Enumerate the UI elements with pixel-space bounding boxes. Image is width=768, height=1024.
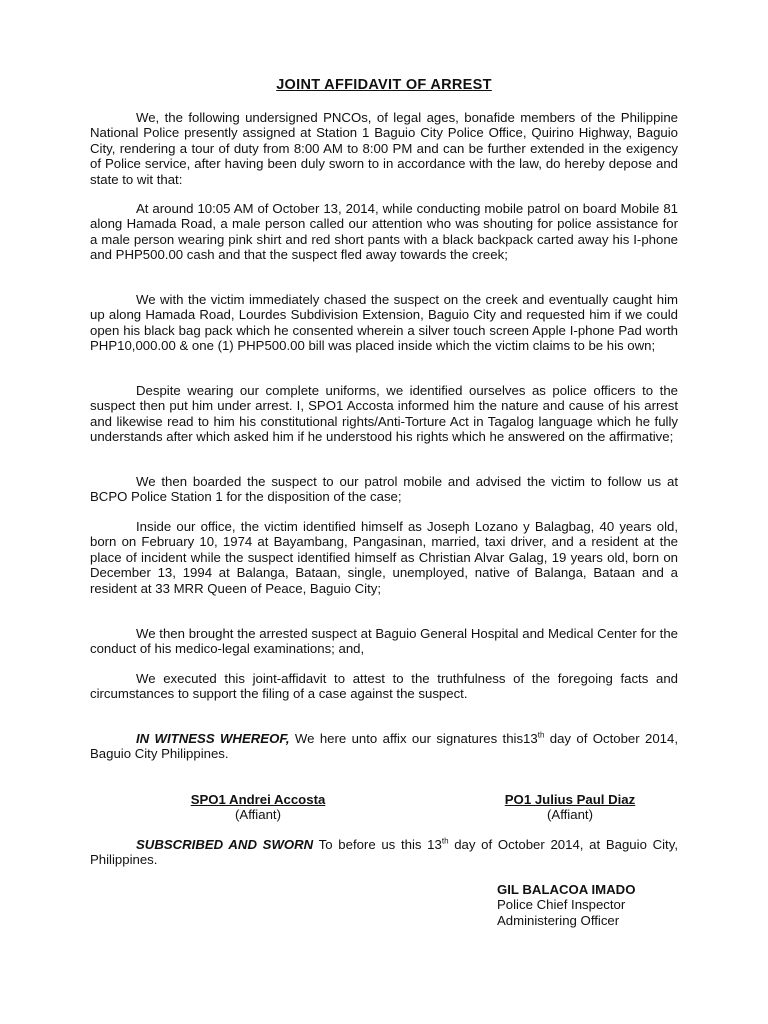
affiant-signature-2 — [470, 792, 670, 823]
affiant-role: (Affiant) — [547, 807, 593, 823]
subscribed-clause — [90, 837, 678, 868]
affiant-name: SPO1 Andrei Accosta — [190, 792, 326, 807]
subscribed-superscript: th — [441, 836, 449, 846]
paragraph-5: We then boarded the suspect to our patrol mobile and advised the victim to follow us at BCPO Police Station 1 for the disposition of the case; — [90, 474, 678, 505]
witness-text-after: day of October 2014, Baguio City Philippines. — [90, 731, 678, 762]
paragraph-3: We with the victim immediately chased the suspect on the creek and eventually caught him up along Hamada Road, Lourdes Subdivision Extension, Baguio City and requested him if we could open his black bag pack which he consented wherein a silver touch screen Apple I-phone Pad worth PHP10,000.00 & one (1) PHP500.00 bill was placed inside which the victim claims to be his own; — [90, 292, 678, 354]
subscribed-text-before: To before us this 13 — [313, 837, 442, 852]
witness-text-before: We here unto affix our signatures this13 — [289, 731, 538, 746]
paragraph-6: Inside our office, the victim identified himself as Joseph Lozano y Balagbag, 40 years old, born on February 10, 1974 at Bayambang, Pangasinan, married, taxi driver, and a resident at the place of incident while the suspect identified himself as Christian Alvar Galag, 19 years old, born on December 13, 1994 at Balanga, Bataan, single, unemployed, native of Balanga, Bataan and a resident at 33 MRR Queen of Peace, Baguio City; — [90, 519, 678, 596]
administering-officer-block — [497, 882, 635, 928]
paragraph-4: Despite wearing our complete uniforms, we identified ourselves as police officers to the suspect then put him under arrest. I, SPO1 Accosta informed him the nature and cause of his arrest and likewise read to him his constitutional rights/Anti-Torture Act in Tagalog language which he fully understands after which asked him if he understood his rights which he answered on the affirmative; — [90, 383, 678, 445]
subscribed-lead: SUBSCRIBED AND SWORN — [136, 837, 314, 852]
paragraph-1: We, the following undersigned PNCOs, of legal ages, bonafide members of the Philippine National Police presently assigned at Station 1 Baguio City Police Office, Quirino Highway, Baguio City, rendering a tour of duty from 8:00 AM to 8:00 PM and can be further extended in the exigency of Police service, after having been duly sworn to in accordance with the law, do hereby depose and state to wit that: — [90, 110, 678, 187]
affiant-role: (Affiant) — [235, 807, 281, 823]
officer-rank: Police Chief Inspector — [497, 897, 626, 913]
officer-name: GIL BALACOA IMADO — [497, 882, 636, 897]
paragraph-7: We then brought the arrested suspect at Baguio General Hospital and Medical Center for the conduct of his medico-legal examinations; and, — [90, 626, 678, 657]
paragraph-2: At around 10:05 AM of October 13, 2014, while conducting mobile patrol on board Mobile 81 along Hamada Road, a male person called our attention who was shouting for police assistance for a male person wearing pink shirt and red short pants with a black backpack carted away his I-phone and PHP500.00 cash and that the suspect fled away towards the creek; — [90, 201, 678, 263]
affiant-signature-1 — [158, 792, 358, 823]
officer-title: Administering Officer — [497, 912, 620, 928]
witness-superscript: th — [537, 730, 545, 740]
witness-lead: IN WITNESS WHEREOF, — [136, 731, 290, 746]
affiant-name: PO1 Julius Paul Diaz — [504, 792, 636, 807]
subscribed-text-after: day of October 2014, at Baguio City, Philippines. — [90, 837, 678, 868]
paragraph-8: We executed this joint-affidavit to attest to the truthfulness of the foregoing facts and circumstances to support the filing of a case against the suspect. — [90, 671, 678, 702]
document-title: JOINT AFFIDAVIT OF ARREST — [276, 77, 492, 93]
witness-clause — [90, 731, 678, 762]
